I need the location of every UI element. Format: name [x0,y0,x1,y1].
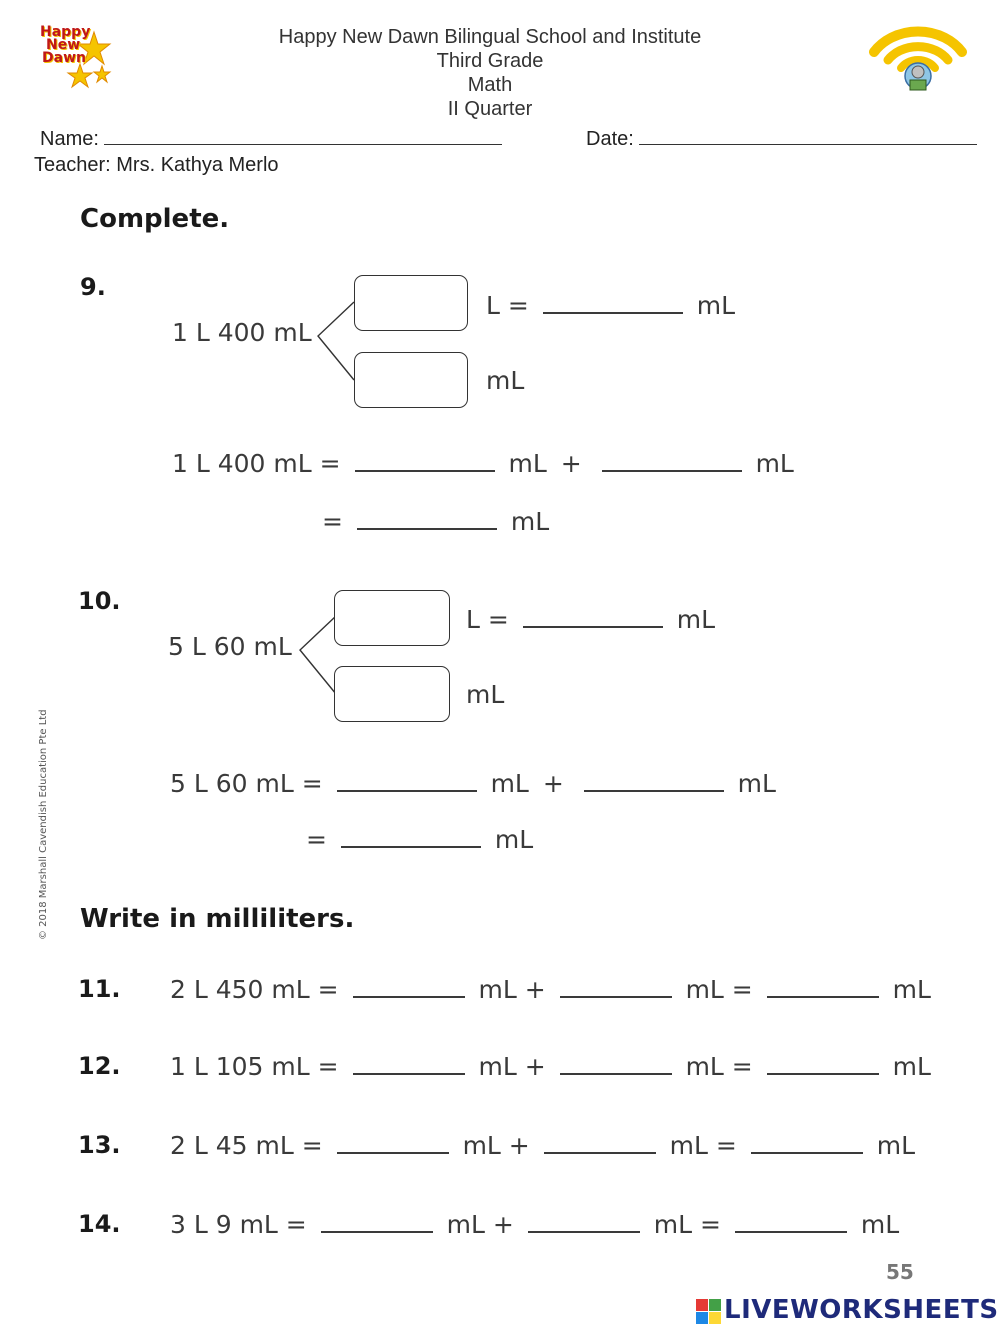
q13-unit-1: mL + [462,1131,530,1160]
q10-total-unit: mL [494,825,534,854]
section-complete-title: Complete. [80,204,230,234]
q14-row [170,1209,899,1239]
q9-sum-left: 1 L 400 mL = [172,449,341,478]
q10-total-row [306,824,533,854]
q11-number: 11. [78,975,121,1003]
q10-plus: + [542,769,564,798]
quarter-label: II Quarter [447,98,533,120]
name-input-line[interactable] [104,128,502,145]
q13-unit-2: mL = [669,1131,737,1160]
liveworksheets-badge-icon [696,1299,722,1325]
q10-sum-row [170,768,776,798]
q9-sum-row [172,448,794,478]
q9-liters-conversion [486,290,735,320]
q10-sum-unit-2: mL [737,769,776,798]
q10-branch-lines [298,614,338,698]
q9-box-liters[interactable] [354,275,468,331]
q10-sum-unit-1: mL [490,769,529,798]
copyright-notice: © 2018 Marshall Cavendish Education Pte Ltd [38,709,49,940]
q10-box-liters[interactable] [334,590,450,646]
q10-liters-blank[interactable] [523,604,663,628]
school-name: Happy New Dawn Bilingual School and Institute [278,26,702,48]
q14-blank-1[interactable] [321,1209,433,1233]
q13-row [170,1130,915,1160]
q13-blank-2[interactable] [544,1130,656,1154]
q9-branch-lines [316,300,356,384]
q9-total-blank[interactable] [357,506,497,530]
logo-word-1: Happy [40,24,91,40]
q12-unit-2: mL = [685,1052,753,1081]
q9-total-unit: mL [510,507,550,536]
q9-equals: = [322,507,343,536]
date-label: Date: [586,128,634,150]
q9-plus: + [560,449,582,478]
q9-number: 9. [80,273,106,301]
q9-sum-unit-1: mL [508,449,547,478]
q9-liters-unit: mL [696,291,736,320]
q12-left: 1 L 105 mL = [170,1052,339,1081]
q10-liters-label: L = [466,605,509,634]
section-write-ml-title: Write in milliliters. [80,904,355,934]
page-number: 55 [886,1260,914,1284]
q14-unit-1: mL + [446,1210,514,1239]
name-field[interactable] [40,128,502,151]
q11-blank-3[interactable] [767,974,879,998]
q11-unit-1: mL + [478,975,546,1004]
q11-unit-3: mL [892,975,931,1004]
teacher-label: Teacher: Mrs. Kathya Merlo [34,154,279,176]
logo-word-3: Dawn [42,50,86,66]
q13-left: 2 L 45 mL = [170,1131,323,1160]
name-label: Name: [40,128,99,150]
liveworksheets-wordmark: LIVEWORKSHEETS [724,1295,999,1325]
q9-ml-label: mL [486,366,525,395]
school-logo [36,24,116,94]
q14-blank-3[interactable] [735,1209,847,1233]
q13-blank-1[interactable] [337,1130,449,1154]
q10-sum-blank-1[interactable] [337,768,477,792]
q9-sum-unit-2: mL [755,449,794,478]
q12-unit-3: mL [892,1052,931,1081]
q9-total-row [322,506,549,536]
q12-blank-1[interactable] [353,1051,465,1075]
q14-left: 3 L 9 mL = [170,1210,307,1239]
q14-number: 14. [78,1210,121,1238]
q14-unit-2: mL = [653,1210,721,1239]
q9-sum-blank-1[interactable] [355,448,495,472]
q11-blank-1[interactable] [353,974,465,998]
wifi-logo-icon [868,14,968,98]
q10-quantity: 5 L 60 mL [168,632,292,661]
subject-label: Math [467,74,513,96]
q10-liters-unit: mL [676,605,716,634]
q10-sum-blank-2[interactable] [584,768,724,792]
q9-liters-label: L = [486,291,529,320]
logo-word-2: New [46,37,81,53]
q10-sum-left: 5 L 60 mL = [170,769,323,798]
q10-equals: = [306,825,327,854]
grade-label: Third Grade [436,50,544,72]
q12-unit-1: mL + [478,1052,546,1081]
q13-blank-3[interactable] [751,1130,863,1154]
q10-box-milliliters[interactable] [334,666,450,722]
q9-quantity: 1 L 400 mL [172,318,312,347]
q10-ml-label: mL [466,680,505,709]
q10-liters-conversion [466,604,715,634]
q12-blank-3[interactable] [767,1051,879,1075]
q10-total-blank[interactable] [341,824,481,848]
q9-sum-blank-2[interactable] [602,448,742,472]
q10-number: 10. [78,587,121,615]
q14-unit-3: mL [860,1210,900,1239]
q11-unit-2: mL = [685,975,753,1004]
q12-number: 12. [78,1052,121,1080]
q13-number: 13. [78,1131,121,1159]
q11-row [170,974,931,1004]
q9-liters-blank[interactable] [543,290,683,314]
q13-unit-3: mL [876,1131,916,1160]
q12-row [170,1051,931,1081]
date-input-line[interactable] [639,128,977,145]
q9-box-milliliters[interactable] [354,352,468,408]
q12-blank-2[interactable] [560,1051,672,1075]
q11-left: 2 L 450 mL = [170,975,339,1004]
q11-blank-2[interactable] [560,974,672,998]
date-field[interactable] [586,128,977,151]
q14-blank-2[interactable] [528,1209,640,1233]
